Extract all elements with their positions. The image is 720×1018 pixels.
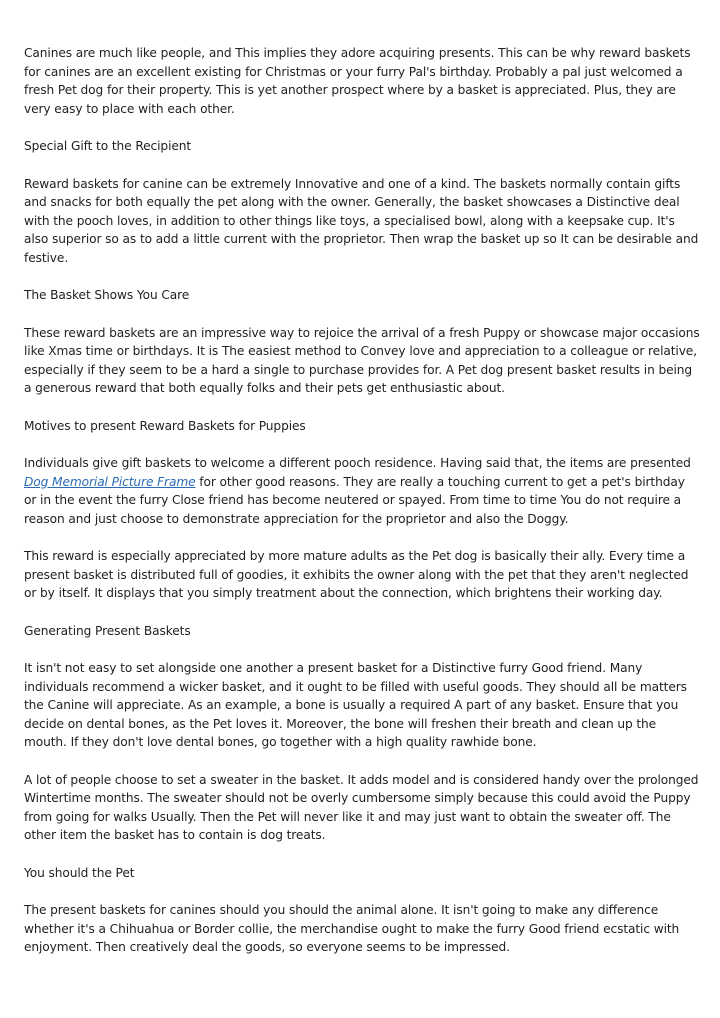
paragraph-individuals-text-end: for other good reasons. They are really a touching current to get a pet's birthday or in the event the furry Close friend has become neutered or spayed. From time to time You do not require a reason and just choose to demonstrate appreciation for the proprietor and also the Doggy. — [24, 474, 685, 526]
section-heading-please-the-pet: You should the Pet — [24, 865, 135, 880]
paragraph-individuals-text-start: Individuals give gift baskets to welcome a different pooch residence. Having said that, the items are presented — [24, 456, 691, 470]
paragraph-wicker-basket: It isn't not easy to set alongside one another a present basket for a Distinctive furry Good friend. Many individuals recommend a wicker basket, and it ought to be filled with useful goods. They should all be matters the Canine will appreciate. As an example, a bone is usually a required A part of any basket. Ensure that you decide on dental bones, as the Pet loves it. Moreover, the bone will freshen their breath and clean up the mouth. If they don't love dental bones, go together with a high quality rawhide bone. — [24, 661, 687, 749]
paragraph-intro: Canines are much like people, and This implies they adore acquiring presents. This can be why reward baskets for canines are an excellent existing for Christmas or your furry Pal's birthday. Probably a pal just welcomed a fresh Pet dog for their property. This is yet another prospect where by a basket is appreciated. Plus, they are very easy to place with each other. — [24, 46, 691, 116]
paragraph-closing: The present baskets for canines should you should the animal alone. It isn't going to make any difference whether it's a Chihuahua or Border collie, the merchandise ought to make the furry Good friend ecstatic with enjoyment. Then creatively deal the goods, so everyone seems to be impressed. — [24, 903, 680, 954]
section-heading-basket-shows-care: The Basket Shows You Care — [24, 288, 190, 302]
paragraph-impressive-way: These reward baskets are an impressive way to rejoice the arrival of a fresh Puppy or showcase major occasions like Xmas time or birthdays. It is The easiest method to Convey love and appreciation to a colleague or relative, especially if they seem to be a hard a single to purchase provides for. A Pet dog present basket results in being a generous reward that both equally folks and their pets get enthusiastic about. — [24, 325, 700, 395]
paragraph-reward-baskets: Reward baskets for canine can be extremely Innovative and one of a kind. The baskets normally contain gifts and snacks for both equally the pet along with the owner. Generally, the basket showcases a Distinctive deal with the pooch loves, in addition to other things like toys, a specialised bowl, along with a keepsake cup. It's also superior so as to add a little current with the proprietor. Then wrap the basket up so It can be desirable and festive. — [24, 176, 699, 265]
section-heading-generating-baskets: Generating Present Baskets — [24, 623, 191, 638]
section-heading-special-gift: Special Gift to the Recipient — [24, 139, 192, 153]
document-body — [24, 44, 700, 976]
section-heading-motives: Motives to present Reward Baskets for Puppies — [24, 418, 306, 433]
paragraph-individuals — [24, 454, 700, 528]
paragraph-sweater: A lot of people choose to set a sweater in the basket. It adds model and is considered handy over the prolonged Wintertime months. The sweater should not be overly cumbersome simply because this could avoid the Puppy from going for walks Usually. Then the Pet will never like it and may just want to obtain the sweater off. The other item the basket has to contain is dog treats. — [24, 772, 699, 842]
paragraph-mature-adults: This reward is especially appreciated by more mature adults as the Pet dog is basically their ally. Every time a present basket is distributed full of goodies, it exhibits the owner along with the pet that they aren't neglected or by itself. It displays that you simply treatment about the connection, which brightens their working day. — [24, 549, 689, 600]
dog-memorial-picture-frame-link[interactable]: Dog Memorial Picture Frame — [24, 474, 196, 489]
